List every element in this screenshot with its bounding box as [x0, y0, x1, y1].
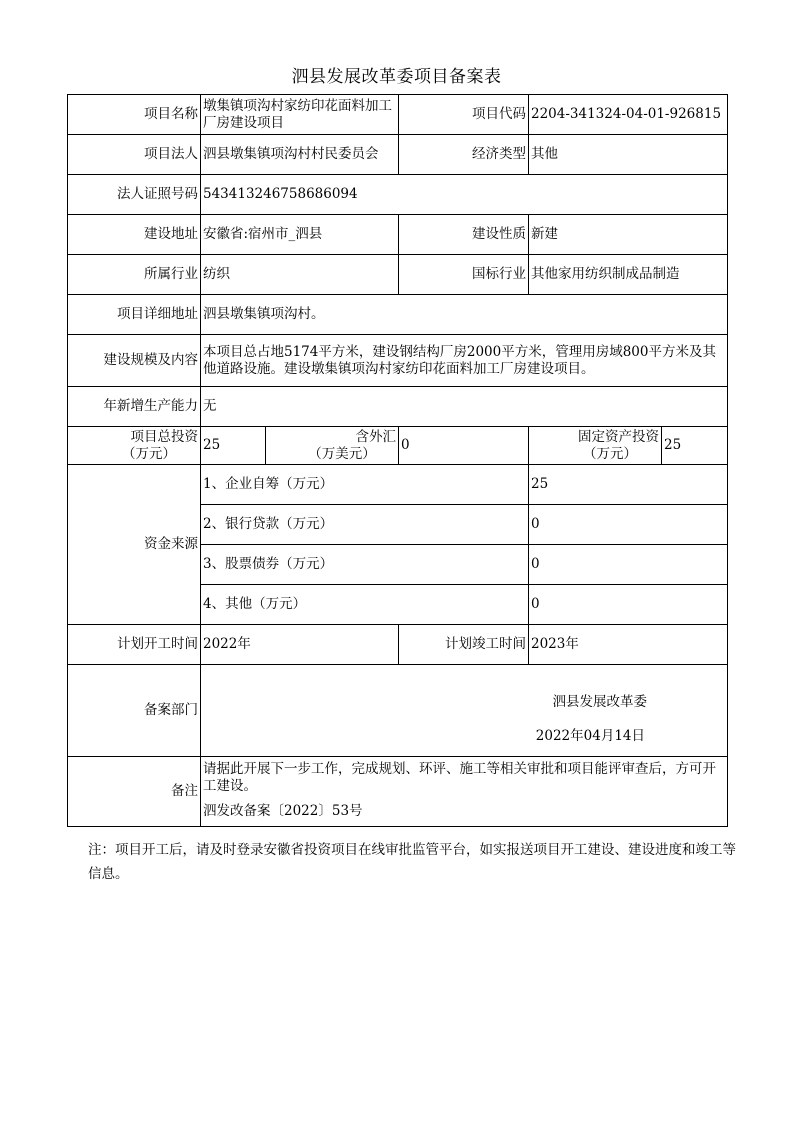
location-value: 安徽省:宿州市_泗县	[201, 215, 399, 255]
filing-form-table	[67, 94, 728, 827]
legal-person-label: 项目法人	[68, 135, 201, 175]
record-dept-org: 泗县发展改革委	[552, 693, 647, 710]
location-label: 建设地址	[68, 215, 201, 255]
project-name-label: 项目名称	[68, 95, 201, 135]
record-dept-date: 2022年04月14日	[535, 727, 645, 744]
capacity-value: 无	[201, 387, 728, 427]
capacity-label: 年新增生产能力	[68, 387, 201, 427]
total-investment-label-line1: 项目总投资	[130, 428, 198, 445]
record-dept-cell	[201, 665, 728, 757]
funding-item-value: 0	[529, 585, 728, 625]
license-label: 法人证照号码	[68, 175, 201, 215]
industry-label: 所属行业	[68, 255, 201, 295]
forex-label-line1: 含外汇	[355, 428, 396, 445]
fixed-investment-label-line1: 固定资产投资	[578, 428, 659, 445]
industry-value: 纺织	[201, 255, 399, 295]
row-industry	[68, 255, 728, 295]
funding-item-value: 0	[529, 505, 728, 545]
row-scale	[68, 335, 728, 387]
scale-value: 本项目总占地5174平方米，建设钢结构厂房2000平方米，管理用房域800平方米及其他道路设施。建设墩集镇项沟村家纺印花面料加工厂房建设项目。	[201, 335, 728, 387]
end-time-label: 计划竣工时间	[399, 625, 529, 665]
fixed-investment-label	[529, 427, 662, 465]
fixed-investment-value: 25	[662, 427, 728, 465]
start-time-value: 2022年	[201, 625, 399, 665]
funding-item-name: 2、银行贷款（万元）	[201, 505, 529, 545]
record-dept-label: 备案部门	[68, 665, 201, 757]
nature-label: 建设性质	[399, 215, 529, 255]
license-value: 543413246758686094	[201, 175, 728, 215]
start-time-label: 计划开工时间	[68, 625, 201, 665]
funding-item-name: 4、其他（万元）	[201, 585, 529, 625]
scale-label: 建设规模及内容	[68, 335, 201, 387]
row-location	[68, 215, 728, 255]
row-legal-person	[68, 135, 728, 175]
record-dept-block	[201, 666, 727, 756]
economic-type-value: 其他	[529, 135, 728, 175]
total-investment-value: 25	[201, 427, 266, 465]
total-investment-label-line2: （万元）	[122, 445, 176, 462]
national-industry-label: 国标行业	[399, 255, 529, 295]
row-remarks	[68, 757, 728, 827]
remarks-label: 备注	[68, 757, 201, 827]
funding-label: 资金来源	[68, 465, 201, 625]
end-time-value: 2023年	[529, 625, 728, 665]
row-investment	[68, 427, 728, 465]
funding-item-value: 0	[529, 545, 728, 585]
row-capacity	[68, 387, 728, 427]
detail-address-label: 项目详细地址	[68, 295, 201, 335]
funding-item-name: 3、股票债券（万元）	[201, 545, 529, 585]
detail-address-value: 泗县墩集镇项沟村。	[201, 295, 728, 335]
project-code-label: 项目代码	[399, 95, 529, 135]
row-project-name	[68, 95, 728, 135]
funding-item-value: 25	[529, 465, 728, 505]
nature-value: 新建	[529, 215, 728, 255]
national-industry-value: 其他家用纺织制成品制造	[529, 255, 728, 295]
forex-label	[266, 427, 399, 465]
row-record-dept	[68, 665, 728, 757]
form-title: 泗县发展改革委项目备案表	[291, 67, 502, 87]
row-license	[68, 175, 728, 215]
forex-label-line2: （万美元）	[308, 445, 376, 462]
remarks-text: 请据此开展下一步工作，完成规划、环评、施工等相关审批和项目能评审查后，方可开工建设。	[203, 761, 716, 794]
total-investment-label	[68, 427, 201, 465]
forex-value: 0	[399, 427, 529, 465]
funding-row	[68, 465, 728, 505]
footer-note: 注：项目开工后，请及时登录安徽省投资项目在线审批监管平台，如实报送项目开工建设、建设进度和竣工等信息。	[88, 842, 736, 882]
economic-type-label: 经济类型	[399, 135, 529, 175]
row-detail-address	[68, 295, 728, 335]
funding-item-name: 1、企业自筹（万元）	[201, 465, 529, 505]
project-code-value: 2204-341324-04-01-926815	[529, 95, 728, 135]
project-name-value: 墩集镇项沟村家纺印花面料加工厂房建设项目	[201, 95, 399, 135]
legal-person-value: 泗县墩集镇项沟村村民委员会	[201, 135, 399, 175]
remarks-doc-no: 泗发改备案〔2022〕53号	[203, 803, 363, 819]
remarks-cell	[201, 757, 728, 827]
fixed-investment-label-line2: （万元）	[583, 445, 637, 462]
row-schedule	[68, 625, 728, 665]
